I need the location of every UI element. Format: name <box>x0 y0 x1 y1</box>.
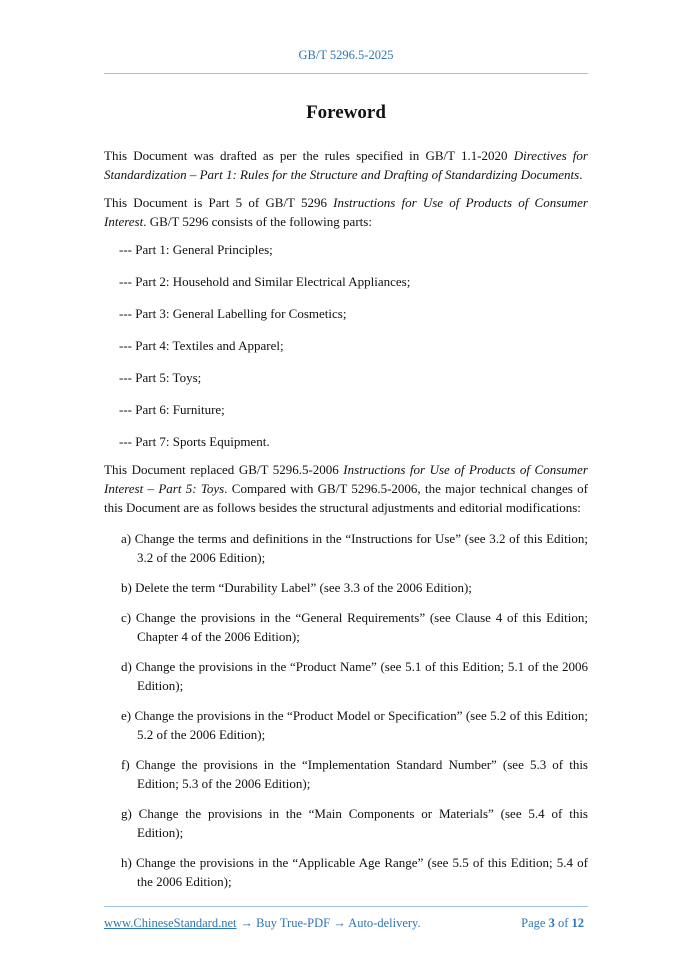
list-item: g) Change the provisions in the “Main Components or Materials” (see 5.4 of this Edition); <box>121 806 588 840</box>
list-item: c) Change the provisions in the “General Requirements” (see Clause 4 of this Edition; Chapter 4 of the 2006 Edition); <box>121 610 588 644</box>
paragraph-replacement <box>104 460 588 517</box>
paragraph-series-parts <box>104 193 588 231</box>
header-divider <box>104 73 588 74</box>
list-item: --- Part 6: Furniture; <box>119 402 225 417</box>
paragraph-text: This Document is Part 5 of GB/T 5296 <box>104 195 334 210</box>
page-title: Foreword <box>306 102 386 123</box>
paragraph-text: This Document was drafted as per the rules specified in GB/T 1.1-2020 <box>104 148 514 163</box>
delivery-text: Auto-delivery. <box>345 916 421 930</box>
running-header: GB/T 5296.5-2025 <box>298 48 394 62</box>
footer-promo <box>104 916 421 931</box>
changes-list <box>104 529 588 891</box>
list-item: --- Part 4: Textiles and Apparel; <box>119 338 284 353</box>
page-number <box>521 916 584 931</box>
list-item: d) Change the provisions in the “Product Name” (see 5.1 of this Edition; 5.1 of the 2006 Edition); <box>121 659 588 693</box>
total-pages: 12 <box>571 916 584 930</box>
arrow-right-icon: → <box>333 916 346 930</box>
list-item: --- Part 1: General Principles; <box>119 242 273 257</box>
paragraph-drafting-rules <box>104 146 588 184</box>
cited-title: Instructions for Use of Products of Consumer Interest <box>104 195 588 229</box>
list-item: b) Delete the term “Durability Label” (see 3.3 of the 2006 Edition); <box>121 580 472 595</box>
paragraph-text: This Document replaced GB/T 5296.5-2006 <box>104 462 344 477</box>
of-label: of <box>554 916 572 930</box>
buy-text: Buy True-PDF <box>253 916 334 930</box>
paragraph-text: . <box>579 167 583 182</box>
document-body <box>104 146 588 902</box>
page-label: Page <box>521 916 549 930</box>
website-link[interactable]: www.ChineseStandard.net <box>104 916 237 930</box>
parts-list <box>104 240 588 458</box>
list-item: --- Part 2: Household and Similar Electrical Appliances; <box>119 274 411 289</box>
cited-title: Directives for Standardization – Part 1: Rules for the Structure and Drafting of Standardizing Documents <box>104 148 588 182</box>
list-item: f) Change the provisions in the “Implementation Standard Number” (see 5.3 of this Edition; 5.3 of the 2006 Edition); <box>121 757 588 791</box>
list-item: --- Part 3: General Labelling for Cosmetics; <box>119 306 347 321</box>
list-item: e) Change the provisions in the “Product Model or Specification” (see 5.2 of this Edition; 5.2 of the 2006 Edition); <box>121 708 588 742</box>
arrow-right-icon: → <box>240 916 253 930</box>
paragraph-text: . GB/T 5296 consists of the following parts: <box>143 214 372 229</box>
cited-title: Instructions for Use of Products of Consumer Interest – Part 5: Toys <box>104 462 588 496</box>
list-item: h) Change the provisions in the “Applicable Age Range” (see 5.5 of this Edition; 5.4 of the 2006 Edition); <box>121 855 588 889</box>
paragraph-text: . Compared with GB/T 5296.5-2006, the major technical changes of this Document are as follows besides the structural adjustments and editorial modifications: <box>104 481 588 515</box>
list-item: --- Part 5: Toys; <box>119 370 202 385</box>
current-page: 3 <box>548 916 555 930</box>
footer-divider <box>104 906 588 907</box>
list-item: a) Change the terms and definitions in the “Instructions for Use” (see 3.2 of this Edition; 3.2 of the 2006 Edition); <box>121 531 588 565</box>
list-item: --- Part 7: Sports Equipment. <box>119 434 270 449</box>
